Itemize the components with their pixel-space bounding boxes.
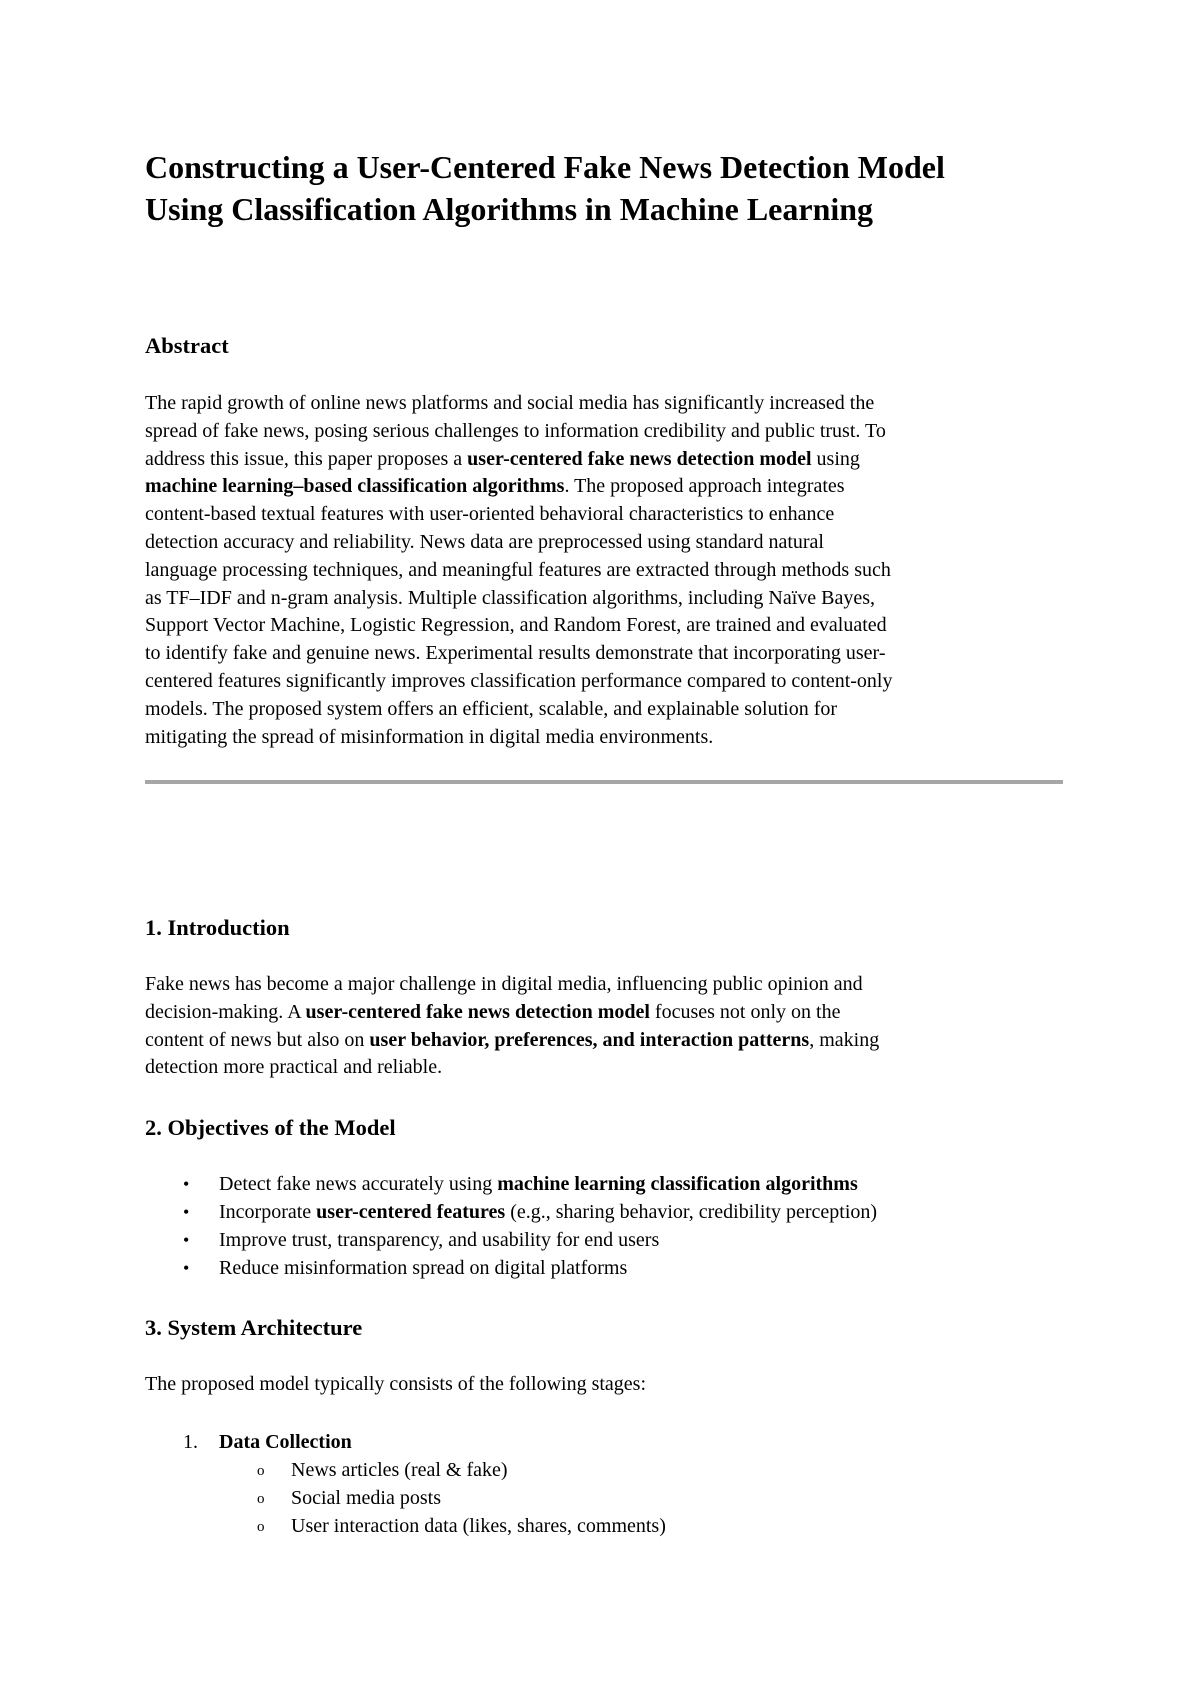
text-line: [145, 999, 1065, 1027]
text-line: [145, 501, 1065, 529]
text-run: content of news but also on: [145, 1028, 370, 1051]
stage-subitem: [145, 1512, 666, 1540]
text-run: spread of fake news, posing serious challenges to information credibility and public trust. To: [145, 419, 886, 442]
title-line-1: Constructing a User-Centered Fake News Detection Model: [145, 149, 945, 185]
bullet-icon: •: [183, 1258, 190, 1278]
bold-text-run: machine learning–based classification algorithms: [145, 475, 565, 498]
objectives-list: [145, 1170, 877, 1282]
subitem-text: User interaction data (likes, shares, comments): [291, 1515, 666, 1537]
text-run: , making: [809, 1028, 880, 1051]
text-run: content-based textual features with user-oriented behavioral characteristics to enhance: [145, 503, 835, 526]
text-run: Fake news has become a major challenge in digital media, influencing public opinion and: [145, 973, 863, 995]
text-run: Improve trust, transparency, and usability for end users: [219, 1229, 660, 1251]
text-run: detection more practical and reliable.: [145, 1056, 443, 1079]
text-line: [145, 1027, 1065, 1055]
text-line: [145, 971, 1065, 999]
abstract-paragraph: [145, 390, 1065, 751]
text-run: address this issue, this paper proposes a: [145, 447, 468, 470]
text-run: mitigating the spread of misinformation in digital media environments.: [145, 725, 714, 748]
text-run: Support Vector Machine, Logistic Regression, and Random Forest, are trained and evaluated: [145, 614, 887, 637]
stage-subitems: [145, 1456, 666, 1540]
title-line-2: Using Classification Algorithms in Machine Learning: [145, 191, 874, 227]
text-run: centered features significantly improves classification performance compared to content-only: [145, 669, 893, 692]
bullet-icon: •: [183, 1174, 190, 1194]
text-run: as TF–IDF and n-gram analysis. Multiple classification algorithms, including Naïve Bayes,: [145, 586, 876, 609]
text-line: [145, 668, 1065, 696]
stage-label: Data Collection: [219, 1431, 352, 1453]
text-line: [145, 1054, 1065, 1082]
text-run: (e.g., sharing behavior, credibility perception): [505, 1201, 878, 1223]
text-run: to identify fake and genuine news. Experimental results demonstrate that incorporating user-: [145, 642, 886, 665]
text-line: [145, 640, 1065, 668]
text-line: [145, 724, 1065, 752]
bold-text-run: user-centered fake news detection model: [467, 447, 812, 470]
stage-subitem: [145, 1456, 666, 1484]
bold-text-run: user-centered fake news detection model: [305, 1000, 650, 1023]
text-run: Incorporate: [219, 1201, 317, 1223]
text-line: [145, 418, 1065, 446]
text-run: focuses not only on the: [649, 1000, 841, 1023]
circle-bullet-icon: o: [257, 1519, 265, 1535]
text-run: Detect fake news accurately using: [219, 1173, 498, 1195]
section-divider: [145, 780, 1063, 784]
architecture-intro: The proposed model typically consists of the following stages:: [145, 1373, 647, 1395]
text-line: [145, 529, 1065, 557]
text-line: [145, 585, 1065, 613]
text-run: language processing techniques, and meaningful features are extracted through methods such: [145, 558, 891, 581]
paper-title: [145, 146, 1065, 230]
abstract-heading: Abstract: [145, 333, 229, 358]
text-run: models. The proposed system offers an efficient, scalable, and explainable solution for: [145, 697, 838, 720]
text-line: [145, 390, 1065, 418]
text-line: [145, 612, 1065, 640]
bullet-icon: •: [183, 1230, 190, 1250]
text-run: Reduce misinformation spread on digital platforms: [219, 1257, 628, 1279]
objective-item: [145, 1198, 877, 1226]
objective-item: [145, 1170, 877, 1198]
circle-bullet-icon: o: [257, 1463, 265, 1479]
architecture-stage: [145, 1428, 666, 1540]
text-run: . The proposed approach integrates: [564, 475, 845, 498]
stage-subitem: [145, 1484, 666, 1512]
objective-item: [145, 1254, 877, 1282]
circle-bullet-icon: o: [257, 1491, 265, 1507]
text-line: [145, 557, 1065, 585]
bold-text-run: machine learning classification algorithms: [497, 1173, 858, 1195]
subitem-text: News articles (real & fake): [291, 1459, 508, 1481]
text-run: The rapid growth of online news platforms and social media has significantly increased the: [145, 392, 875, 414]
text-run: using: [811, 447, 860, 470]
text-line: [145, 473, 1065, 501]
subitem-text: Social media posts: [291, 1487, 441, 1509]
text-line: [145, 696, 1065, 724]
introduction-paragraph: [145, 971, 1065, 1082]
objective-item: [145, 1226, 877, 1254]
text-run: detection accuracy and reliability. News data are preprocessed using standard natural: [145, 530, 824, 553]
bold-text-run: user behavior, preferences, and interaction patterns: [369, 1028, 810, 1051]
text-line: [145, 446, 1065, 474]
bullet-icon: •: [183, 1202, 190, 1222]
introduction-heading: 1. Introduction: [145, 915, 290, 940]
stage-number: 1.: [183, 1431, 198, 1453]
architecture-heading: 3. System Architecture: [145, 1315, 363, 1340]
bold-text-run: user-centered features: [316, 1201, 506, 1223]
text-run: decision-making. A: [145, 1000, 306, 1023]
architecture-stages-list: [145, 1428, 666, 1540]
objectives-heading: 2. Objectives of the Model: [145, 1115, 396, 1140]
